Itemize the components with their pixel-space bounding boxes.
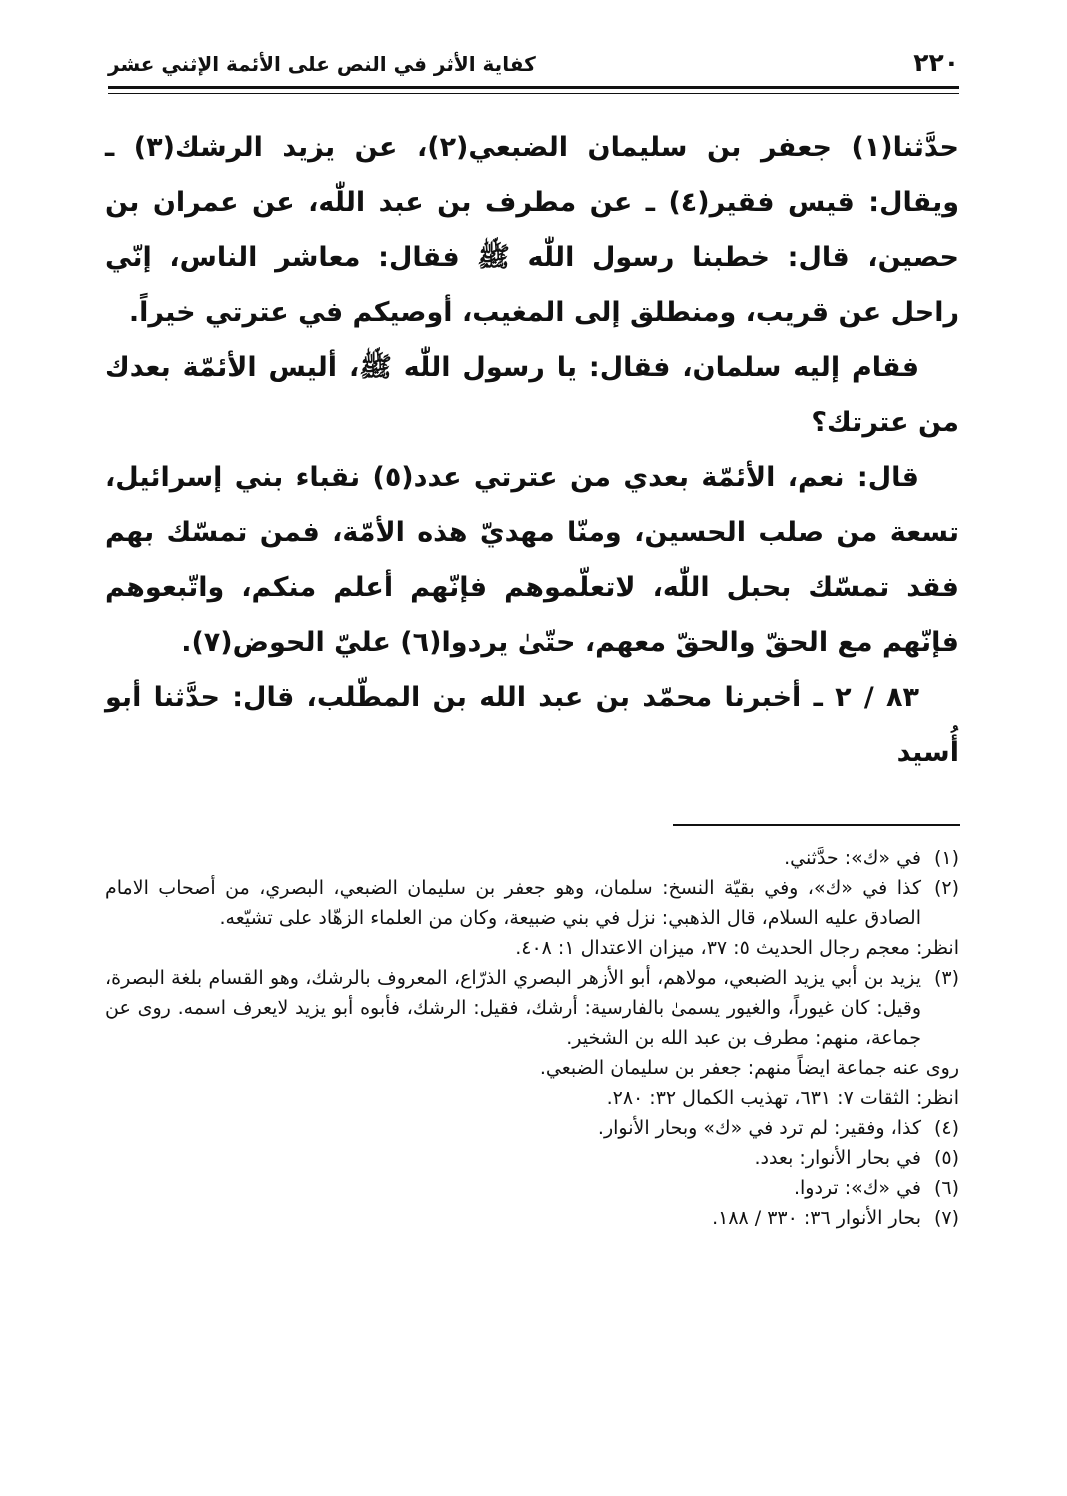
- header-rule-thin: [108, 93, 959, 94]
- footnote-number: (١): [933, 847, 959, 869]
- footnote-number: (٤): [933, 1117, 959, 1139]
- main-text: [105, 120, 959, 780]
- footnote-text: في «ك»: تردوا.: [793, 1177, 921, 1199]
- footnote-number: (٢): [933, 877, 959, 899]
- footnote-5: [105, 1143, 959, 1173]
- footnote-number: (٧): [933, 1207, 959, 1229]
- footnotes: [105, 843, 959, 1233]
- paragraph-3: قال: نعم، الأئمّة بعدي من عترتي عدد(٥) نقباء بني إسرائيل، تسعة من صلب الحسين، ومنّا مهديّ هذه الأمّة، فمن تمسّك بهم فقد تمسّك بحبل اللّٰه، لاتعلّموهم فإنّهم أعلم منكم، واتّبعوهم فإنّهم مع الحقّ والحقّ معهم، حتّىٰ يردوا(٦) عليّ الحوض(٧).: [105, 462, 959, 658]
- footnote-3: [105, 963, 959, 1053]
- footnote-4: [105, 1113, 959, 1143]
- footnote-text: كذا، وفقير: لم ترد في «ك» وبحار الأنوار.: [597, 1117, 921, 1139]
- footnote-text: في بحار الأنوار: بعدد.: [754, 1147, 921, 1169]
- page-header: [108, 40, 959, 84]
- footnote-number: (٥): [933, 1147, 959, 1169]
- footnote-number: (٦): [933, 1177, 959, 1199]
- footnote-separator: [673, 824, 960, 826]
- footnote-text: يزيد بن أبي يزيد الضبعي، مولاهم، أبو الأزهر البصري الذرّاع، المعروف بالرشك، وهو القسام بلغة البصرة، وقيل: كان غيوراً، والغيور يسمىٰ بالفارسية: أرشك، فقيل: الرشك، فأبوه أبو يزيد لايعرف اسمه. روى عن جماعة، منهم: مطرف بن عبد الله بن الشخير.: [105, 967, 921, 1049]
- footnote-3-continuation: روى عنه جماعة ايضاً منهم: جعفر بن سليمان الضبعي.: [539, 1057, 959, 1079]
- paragraph-1: حدَّثنا(١) جعفر بن سليمان الضبعي(٢)، عن يزيد الرشك(٣) ـ ويقال: قيس فقير(٤) ـ عن مطرف بن عبد اللّٰه، عن عمران بن حصين، قال: خطبنا رسول اللّٰه ﷺ فقال: معاشر الناس، إنّي راحل عن قريب، ومنطلق إلى المغيب، أوصيكم في عترتي خيراً.: [105, 132, 959, 328]
- footnote-6: [105, 1173, 959, 1203]
- running-title: كفاية الأثر في النص على الأئمة الإثني عشر: [108, 52, 536, 76]
- page-number: ٢٢٠: [913, 48, 959, 77]
- footnote-1: [105, 843, 959, 873]
- footnote-2-reference: انظر: معجم رجال الحديث ٥: ٣٧، ميزان الاعتدال ١: ٤٠٨.: [515, 937, 959, 959]
- footnote-text: كذا في «ك»، وفي بقيّة النسخ: سلمان، وهو جعفر بن سليمان الضبعي، البصري، من أصحاب الامام الصادق عليه السلام، قال الذهبي: نزل في بني ضبيعة، وكان من العلماء الزهّاد على تشيّعه.: [105, 877, 921, 929]
- footnote-2: [105, 873, 959, 933]
- paragraph-2: فقام إليه سلمان، فقال: يا رسول اللّٰه ﷺ، أليس الأئمّة بعدك من عترتك؟: [105, 352, 959, 438]
- header-rule-thick: [108, 86, 959, 89]
- paragraph-4: ٨٣ / ٢ ـ أخبرنا محمّد بن عبد الله بن المطّلب، قال: حدَّثنا أبو أُسيد: [105, 682, 959, 768]
- footnote-7: [105, 1203, 959, 1233]
- footnote-text: في «ك»: حدَّثني.: [784, 847, 921, 869]
- footnote-number: (٣): [933, 967, 959, 989]
- footnote-text: بحار الأنوار ٣٦: ٣٣٠ / ١٨٨.: [712, 1207, 921, 1229]
- footnote-3-reference: انظر: الثقات ٧: ٦٣١، تهذيب الكمال ٣٢: ٢٨٠.: [606, 1087, 959, 1109]
